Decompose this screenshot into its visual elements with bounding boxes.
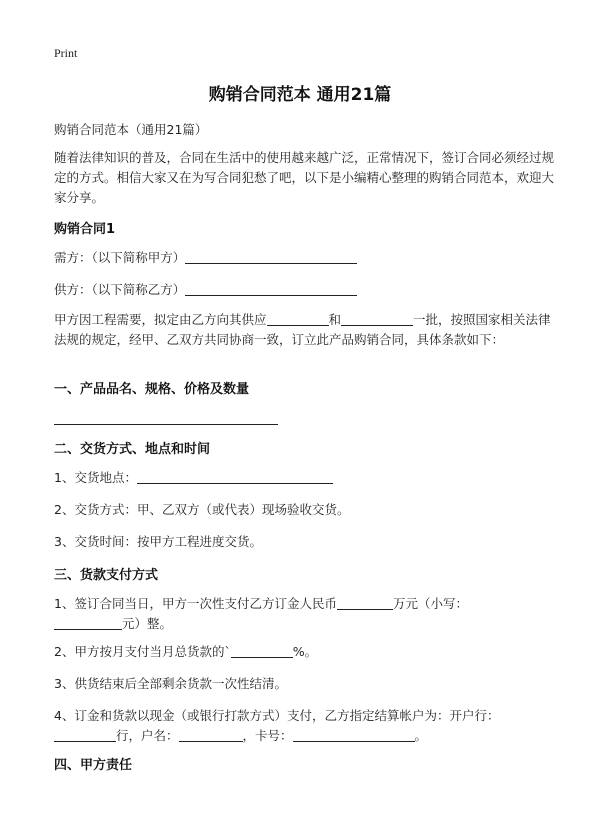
- payment-1-text-c: 元）整。: [122, 616, 173, 631]
- contract-heading: 购销合同1: [54, 222, 116, 237]
- intro-paragraph: 随着法律知识的普及，合同在生活中的使用越来越广泛，正常情况下，签订合同必须经过规定的方式。相信大家又在为写合同犯愁了吧，以下是小编精心整理的购销合同范本，欢迎大家分享。: [54, 150, 555, 205]
- deposit-figure-blank: [54, 615, 122, 630]
- buyer-line: [54, 248, 554, 268]
- payment-1-text-b: 万元（小写：: [392, 596, 468, 611]
- product-blank-2: [341, 311, 413, 326]
- preamble-text-b: 和: [328, 312, 342, 327]
- payment-4-text-d: 。: [414, 728, 428, 743]
- document-subtitle: 购销合同范本（通用21篇）: [54, 122, 208, 137]
- section-1-heading: 一、产品品名、规格、价格及数量: [54, 382, 250, 397]
- payment-1: [54, 594, 554, 634]
- preamble-text-c: 一批，按照国家相关法律法规的规定，经甲、乙双方共同协商一致，订立此产品购销合同，具体条款如下：: [54, 312, 551, 347]
- preamble-text-a: 甲方因工程需要，拟定由乙方向其供应: [54, 312, 267, 327]
- document-title: 购销合同范本 通用21篇: [208, 85, 392, 105]
- payment-2-text-b: %。: [292, 644, 318, 659]
- payment-4: [54, 706, 554, 746]
- account-name-blank: [179, 727, 243, 742]
- payment-1-text-a: 1、签订合同当日，甲方一次性支付乙方订金人民币: [54, 596, 337, 611]
- buyer-label: 需方：（以下简称甲方）: [54, 250, 186, 265]
- supplier-blank: [185, 281, 357, 296]
- payment-4-text-c: ，卡号：: [242, 728, 293, 743]
- card-number-blank: [293, 727, 415, 742]
- print-label: Print: [54, 46, 78, 60]
- supplier-label: 供方：（以下简称乙方）: [54, 282, 186, 297]
- delivery-method: 2、交货方式：甲、乙双方（或代表）现场验收交货。: [54, 502, 350, 517]
- section-3-heading: 三、货款支付方式: [54, 568, 159, 583]
- section-2-heading: 二、交货方式、地点和时间: [54, 442, 211, 457]
- supplier-line: [54, 280, 554, 300]
- delivery-place-blank: [137, 469, 333, 484]
- payment-2-text-a: 2、甲方按月支付当月总货款的`: [54, 644, 231, 659]
- delivery-place-label: 1、交货地点：: [54, 470, 137, 485]
- deposit-amount-blank: [337, 595, 393, 610]
- payment-4-text-a: 4、订金和货款以现金（或银行打款方式）支付，乙方指定结算帐户为：开户行：: [54, 708, 500, 723]
- preamble-paragraph: [54, 310, 554, 350]
- product-blank-1: [267, 311, 329, 326]
- payment-2: [54, 642, 554, 662]
- product-rule: [54, 424, 278, 425]
- delivery-time: 3、交货时间：按甲方工程进度交货。: [54, 534, 262, 549]
- bank-name-blank: [54, 727, 116, 742]
- delivery-place-line: [54, 468, 554, 488]
- section-4-heading: 四、甲方责任: [54, 758, 133, 773]
- monthly-percent-blank: [231, 643, 293, 658]
- buyer-blank: [185, 249, 357, 264]
- payment-4-text-b: 行，户名：: [116, 728, 179, 743]
- payment-3: 3、供货结束后全部剩余货款一次性结清。: [54, 676, 287, 691]
